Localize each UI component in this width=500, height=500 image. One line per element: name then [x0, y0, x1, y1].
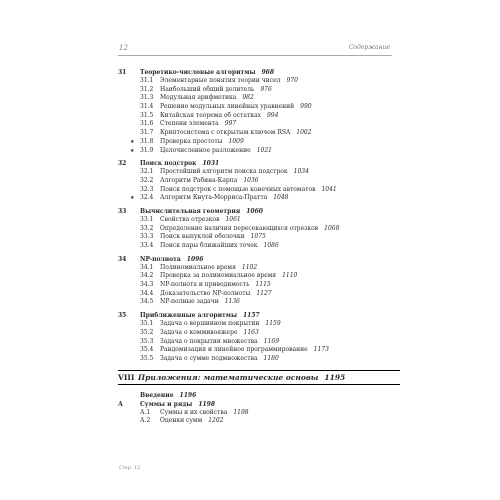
section-title: Задача о вершинном покрытии — [160, 320, 260, 328]
section-title: Поиск пары ближайших точек — [160, 242, 258, 249]
section-entry[interactable] — [118, 138, 393, 147]
section-title: Целочисленное разложение — [160, 146, 251, 154]
section-entry[interactable] — [118, 129, 393, 138]
section-number: А.2 — [140, 417, 151, 425]
section-number: 33.4 — [140, 242, 154, 249]
intro-title: Введение — [140, 391, 174, 399]
section-page: 1136 — [224, 298, 241, 306]
section-page: 1169 — [263, 337, 280, 345]
chapter-title: Приближенные алгоритмы — [140, 312, 237, 320]
section-entry[interactable] — [118, 86, 393, 95]
starred-marker: ★ — [130, 147, 135, 154]
section-page: 976 — [260, 85, 272, 93]
chapter-number: 32 — [118, 160, 127, 168]
section-number: 31.6 — [140, 120, 154, 128]
section-page: 1009 — [228, 137, 244, 145]
part-title: Приложения: математические основы — [138, 372, 319, 382]
section-number: 34.1 — [140, 263, 154, 271]
intro-page: 1196 — [179, 391, 197, 399]
table-of-contents — [118, 68, 393, 430]
section-entry[interactable] — [118, 112, 393, 121]
chapter-entry[interactable] — [118, 159, 393, 168]
section-page: 1048 — [273, 194, 289, 202]
section-entry[interactable] — [118, 346, 393, 355]
section-page: 1075 — [250, 233, 266, 241]
chapter-page: 1096 — [186, 255, 204, 263]
chapter-page: 968 — [261, 69, 275, 76]
section-page: 1159 — [265, 320, 281, 328]
section-entry[interactable] — [118, 264, 393, 273]
chapter-entry[interactable] — [118, 255, 393, 264]
section-number: 34.2 — [140, 272, 154, 280]
section-number: 35.5 — [140, 354, 154, 362]
chapter-number: 33 — [118, 207, 127, 215]
section-title: Поиск подстрок с помощью конечных автоматов — [160, 185, 316, 193]
section-number: 35.3 — [140, 337, 154, 345]
running-header-title: Содержание — [348, 44, 390, 51]
section-title: Модульная арифметика — [160, 94, 237, 102]
chapter-entry[interactable] — [118, 400, 393, 409]
section-title: Наибольший общий делитель — [160, 85, 255, 93]
chapter-entry[interactable] — [118, 68, 393, 77]
section-title: Задача о коммивояжере — [160, 328, 238, 336]
section-number: 32.3 — [140, 185, 154, 193]
section-page: 1163 — [243, 328, 259, 336]
starred-marker: ★ — [130, 195, 135, 202]
section-page: 1034 — [293, 168, 309, 176]
part-number: VIII — [118, 372, 135, 382]
section-entry[interactable] — [118, 409, 393, 418]
chapter-number: 34 — [118, 255, 127, 263]
section-entry[interactable] — [118, 225, 393, 234]
section-page: 1198 — [233, 408, 249, 416]
section-title: Криптосистема с открытым ключом RSA — [160, 129, 291, 137]
header-rule — [118, 55, 392, 56]
section-page: 1086 — [263, 242, 279, 249]
section-page: 1041 — [321, 185, 337, 193]
section-page: 990 — [300, 103, 312, 111]
section-entry[interactable] — [118, 320, 393, 329]
section-title: Задача о сумме подмножества — [160, 354, 258, 362]
chapter-title: Поиск подстрок — [140, 160, 197, 168]
section-number: А.1 — [140, 408, 151, 416]
section-title: NP-полнота и приводимость — [160, 281, 250, 289]
chapter-title: NP-полнота — [140, 255, 181, 263]
section-entry[interactable] — [118, 338, 393, 347]
section-page: 1002 — [296, 129, 312, 137]
chapter-block — [118, 159, 393, 203]
section-page: 1061 — [225, 215, 241, 223]
section-entry[interactable] — [118, 186, 393, 195]
section-number: 31.7 — [140, 129, 154, 137]
section-entry[interactable] — [118, 355, 393, 364]
part-heading[interactable] — [118, 370, 400, 385]
section-number: 33.2 — [140, 224, 154, 232]
section-page: 1036 — [243, 176, 259, 184]
chapter-block — [118, 311, 393, 363]
starred-marker: ★ — [130, 138, 135, 145]
section-number: 32.2 — [140, 176, 154, 184]
chapter-block — [118, 400, 393, 426]
section-title: Определение наличия пересекающихся отрезков — [160, 224, 319, 232]
section-number: 31.1 — [140, 77, 154, 84]
section-number: 31.5 — [140, 111, 154, 119]
section-entry[interactable] — [118, 290, 393, 299]
section-page: 1202 — [208, 417, 224, 425]
chapter-page: 1060 — [246, 207, 263, 215]
section-number: 31.2 — [140, 85, 154, 93]
part-page: 1195 — [324, 372, 346, 382]
section-page: 970 — [286, 77, 298, 84]
section-entry[interactable] — [118, 94, 393, 103]
section-title: Полиномиальное время — [160, 263, 236, 271]
section-entry[interactable] — [118, 168, 393, 177]
section-title: Решение модульных линейных уравнений — [160, 103, 295, 111]
section-entry[interactable] — [118, 216, 393, 225]
section-entry[interactable] — [118, 298, 393, 307]
section-number: 32.4 — [140, 194, 154, 202]
chapter-entry[interactable] — [118, 207, 393, 216]
section-entry[interactable] — [118, 272, 393, 281]
section-entry[interactable] — [118, 77, 393, 86]
section-title: Алгоритм Кнута-Морриса-Пратта — [160, 194, 268, 202]
section-entry[interactable] — [118, 194, 393, 203]
section-title: Проверка за полиномиальное время — [160, 272, 277, 280]
chapter-block — [118, 255, 393, 307]
section-title: Свойства отрезков — [160, 215, 220, 223]
section-title: Задача о покрытии множества — [160, 337, 258, 345]
section-entry[interactable] — [118, 147, 393, 156]
section-number: 31.3 — [140, 94, 154, 102]
section-page: 1180 — [263, 354, 279, 362]
section-title: Алгоритм Рабина-Карпа — [160, 176, 238, 184]
chapter-page: 1031 — [202, 160, 220, 168]
chapter-block — [118, 68, 393, 155]
section-number: 35.2 — [140, 328, 154, 336]
section-number: 34.3 — [140, 281, 154, 289]
section-number: 32.1 — [140, 168, 154, 176]
section-entry[interactable] — [118, 177, 393, 186]
chapter-title: Суммы и ряды — [140, 400, 193, 408]
section-title: Рандомизация и линейное программирование — [160, 346, 308, 354]
section-page: 997 — [224, 120, 237, 128]
section-page: 1110 — [282, 272, 298, 280]
section-number: 35.4 — [140, 346, 154, 354]
section-number: 33.1 — [140, 215, 154, 223]
chapter-entry[interactable] — [118, 311, 393, 320]
chapter-title: Вычислительная геометрия — [140, 207, 241, 215]
section-page: 1173 — [313, 346, 329, 354]
chapter-number: 31 — [118, 69, 127, 76]
chapter-number: А — [118, 400, 123, 408]
section-page: 982 — [242, 94, 254, 102]
section-title: Доказательство NP-полноты — [160, 289, 251, 297]
section-title: Поиск выпуклой оболочки — [160, 233, 245, 241]
section-title: Простейший алгоритм поиска подстрок — [160, 168, 288, 176]
section-page: 1021 — [256, 146, 272, 154]
section-title: Проверка простоты — [160, 137, 223, 145]
section-entry[interactable] — [118, 281, 393, 290]
section-number: 35.1 — [140, 320, 154, 328]
page-number: 12 — [119, 44, 128, 52]
section-page: 1127 — [256, 289, 272, 297]
chapter-number: 35 — [118, 312, 127, 320]
chapter-page: 1198 — [198, 400, 216, 408]
chapter-title: Теоретико-числовые алгоритмы — [140, 69, 256, 76]
section-title: Суммы и их свойства — [160, 408, 228, 416]
section-page: 1102 — [241, 263, 258, 271]
section-entry[interactable] — [118, 103, 393, 112]
section-entry[interactable] — [118, 120, 393, 129]
section-page: 1068 — [324, 224, 340, 232]
section-title: Китайская теорема об остатках — [160, 111, 261, 119]
section-number: 34.4 — [140, 289, 154, 297]
footer-page-label: Стр. 12 — [119, 465, 141, 471]
section-number: 33.3 — [140, 233, 154, 241]
section-title: Степени элемента — [160, 120, 219, 128]
section-title: NP-полные задачи — [160, 298, 219, 306]
section-entry[interactable] — [118, 329, 393, 338]
section-number: 31.9 — [140, 146, 154, 154]
section-title: Элементарные понятия теории чисел — [160, 77, 281, 84]
section-number: 31.8 — [140, 137, 154, 145]
section-page: 1115 — [255, 281, 271, 289]
section-entry[interactable] — [118, 242, 393, 251]
section-number: 34.5 — [140, 298, 154, 306]
intro-entry[interactable] — [118, 391, 393, 400]
section-entry[interactable] — [118, 233, 393, 242]
section-page: 994 — [266, 111, 279, 119]
section-number: 31.4 — [140, 103, 154, 111]
chapter-block — [118, 207, 393, 251]
section-entry[interactable] — [118, 417, 393, 426]
section-title: Оценки сумм — [160, 417, 203, 425]
chapter-page: 1157 — [242, 312, 260, 320]
